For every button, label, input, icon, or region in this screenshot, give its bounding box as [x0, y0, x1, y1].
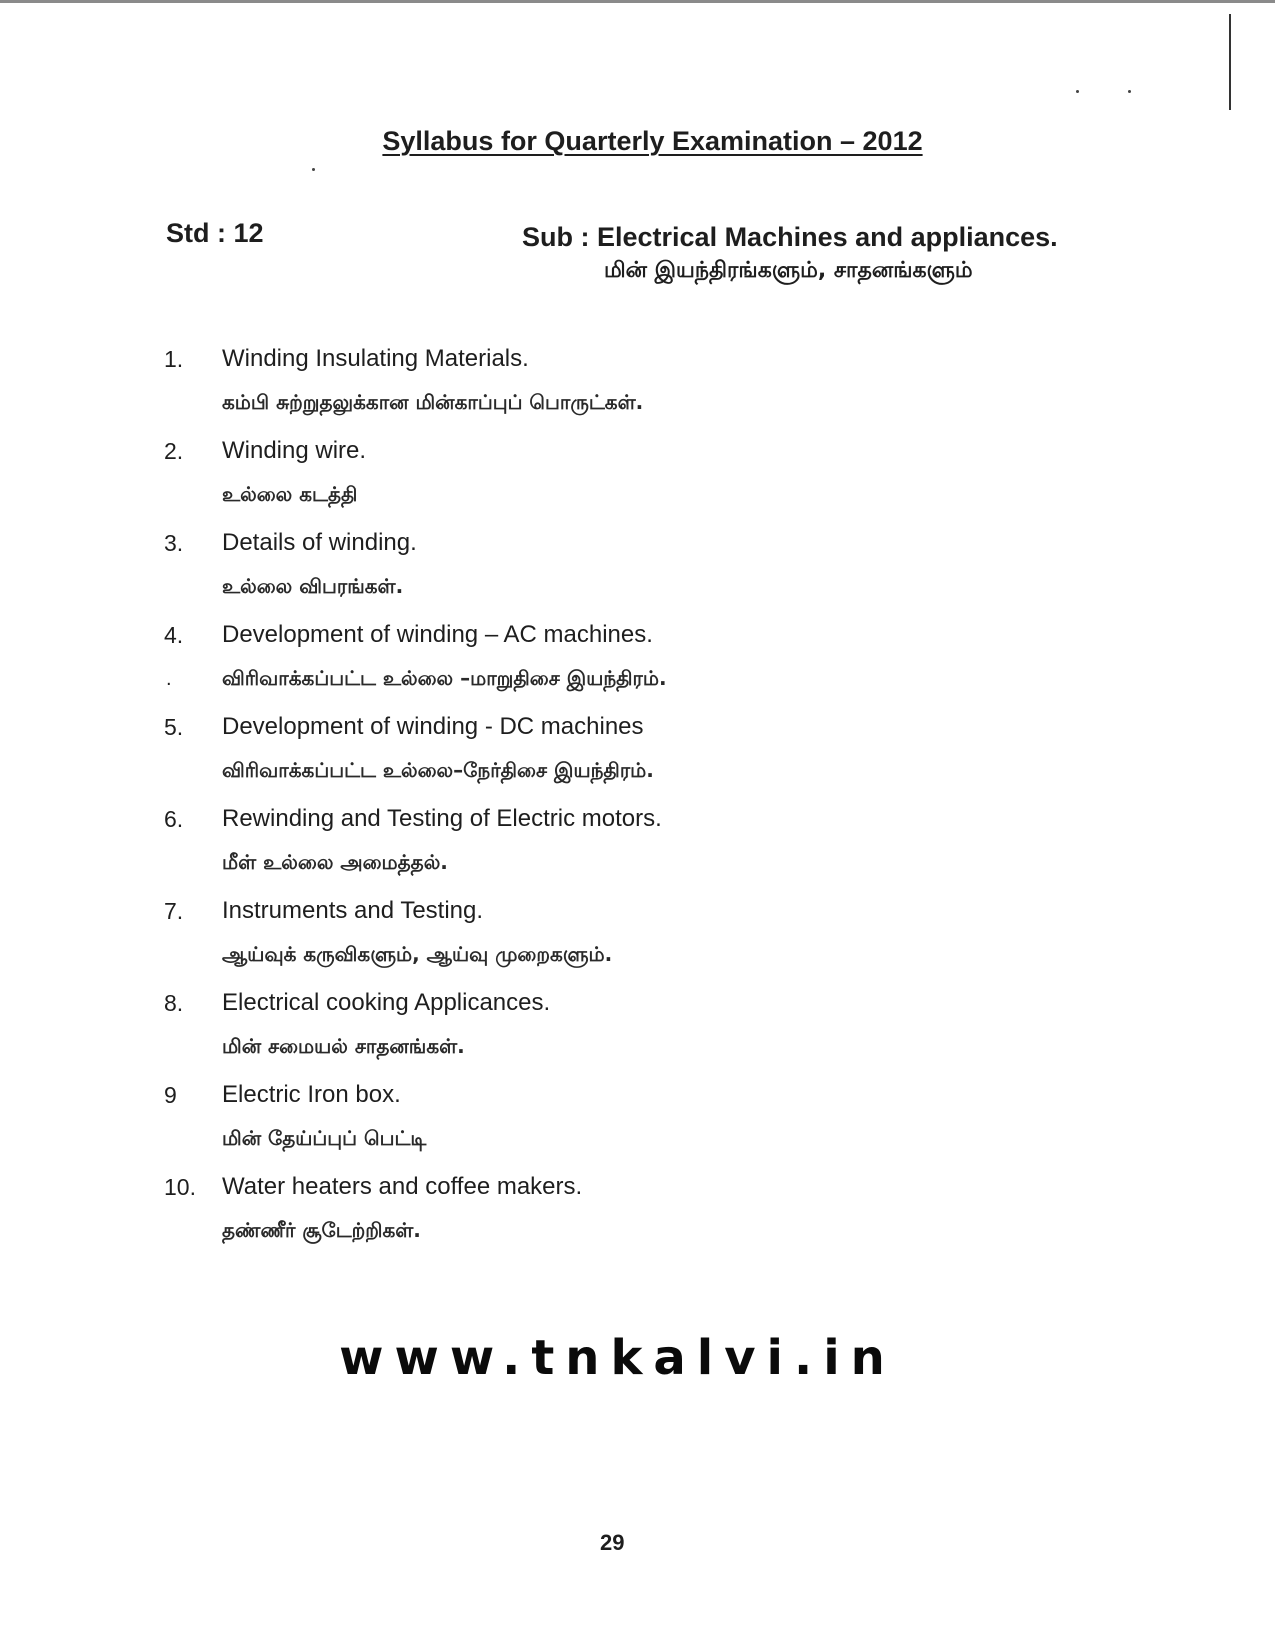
syllabus-list — [0, 340, 1275, 1260]
item-tamil-text: கம்பி சுற்றுதலுக்கான மின்காப்புப் பொருட்கள். — [222, 390, 644, 414]
subject-label: Sub : Electrical Machines and appliances. — [522, 222, 1058, 252]
scan-top-edge — [0, 0, 1275, 3]
item-number: 9 — [164, 1082, 177, 1108]
stray-dot: . — [166, 668, 172, 690]
item-english-text: Development of winding - DC machines — [222, 713, 644, 740]
scan-speck — [1128, 90, 1131, 93]
item-english-text: Rewinding and Testing of Electric motors. — [222, 805, 662, 832]
list-item — [0, 800, 1275, 892]
item-english-text: Development of winding – AC machines. — [222, 621, 653, 648]
item-tamil-text: மின் சமையல் சாதனங்கள். — [222, 1034, 465, 1058]
item-english-text: Instruments and Testing. — [222, 897, 484, 924]
list-item — [0, 524, 1275, 616]
item-tamil-text: விரிவாக்கப்பட்ட உல்லை–நேர்திசை இயந்திரம். — [222, 758, 654, 782]
item-number: 5. — [164, 714, 184, 740]
page-number: 29 — [600, 1530, 625, 1555]
list-item — [0, 892, 1275, 984]
list-item — [0, 708, 1275, 800]
item-number: 8. — [164, 990, 184, 1016]
scan-speck — [312, 168, 315, 171]
item-english-text: Electrical cooking Applicances. — [222, 989, 551, 1016]
scan-right-edge — [1229, 14, 1231, 110]
item-number: 7. — [164, 898, 184, 924]
list-item — [0, 1076, 1275, 1168]
item-english-text: Water heaters and coffee makers. — [222, 1173, 583, 1200]
item-tamil-text: விரிவாக்கப்பட்ட உல்லை –மாறுதிசை இயந்திரம். — [222, 666, 667, 690]
website-watermark: www.tnkalvi.in — [339, 1330, 896, 1386]
scan-speck — [1076, 90, 1079, 93]
item-tamil-text: ஆய்வுக் கருவிகளும், ஆய்வு முறைகளும். — [222, 942, 613, 966]
list-item — [0, 432, 1275, 524]
item-english-text: Winding Insulating Materials. — [222, 345, 529, 372]
standard-label: Std : 12 — [166, 218, 264, 248]
item-number: 10. — [164, 1174, 196, 1200]
page-title: Syllabus for Quarterly Examination – 2012 — [382, 126, 923, 156]
item-number: 3. — [164, 530, 184, 556]
item-tamil-text: உல்லை விபரங்கள். — [222, 574, 404, 598]
item-tamil-text: தண்ணீர் சூடேற்றிகள். — [222, 1218, 421, 1242]
item-tamil-text: மின் தேய்ப்புப் பெட்டி — [222, 1126, 427, 1150]
list-item — [0, 1168, 1275, 1260]
list-item — [0, 340, 1275, 432]
item-english-text: Details of winding. — [222, 529, 417, 556]
item-number: 6. — [164, 806, 184, 832]
item-english-text: Electric Iron box. — [222, 1081, 401, 1108]
subject-tamil-label: மின் இயந்திரங்களும், சாதனங்களும் — [604, 258, 973, 283]
item-number: 1. — [164, 346, 184, 372]
item-number: 2. — [164, 438, 184, 464]
list-item — [0, 616, 1275, 708]
item-english-text: Winding wire. — [222, 437, 367, 464]
item-number: 4. — [164, 622, 184, 648]
list-item — [0, 984, 1275, 1076]
item-tamil-text: உல்லை கடத்தி — [222, 482, 358, 506]
item-tamil-text: மீள் உல்லை அமைத்தல். — [222, 850, 448, 874]
